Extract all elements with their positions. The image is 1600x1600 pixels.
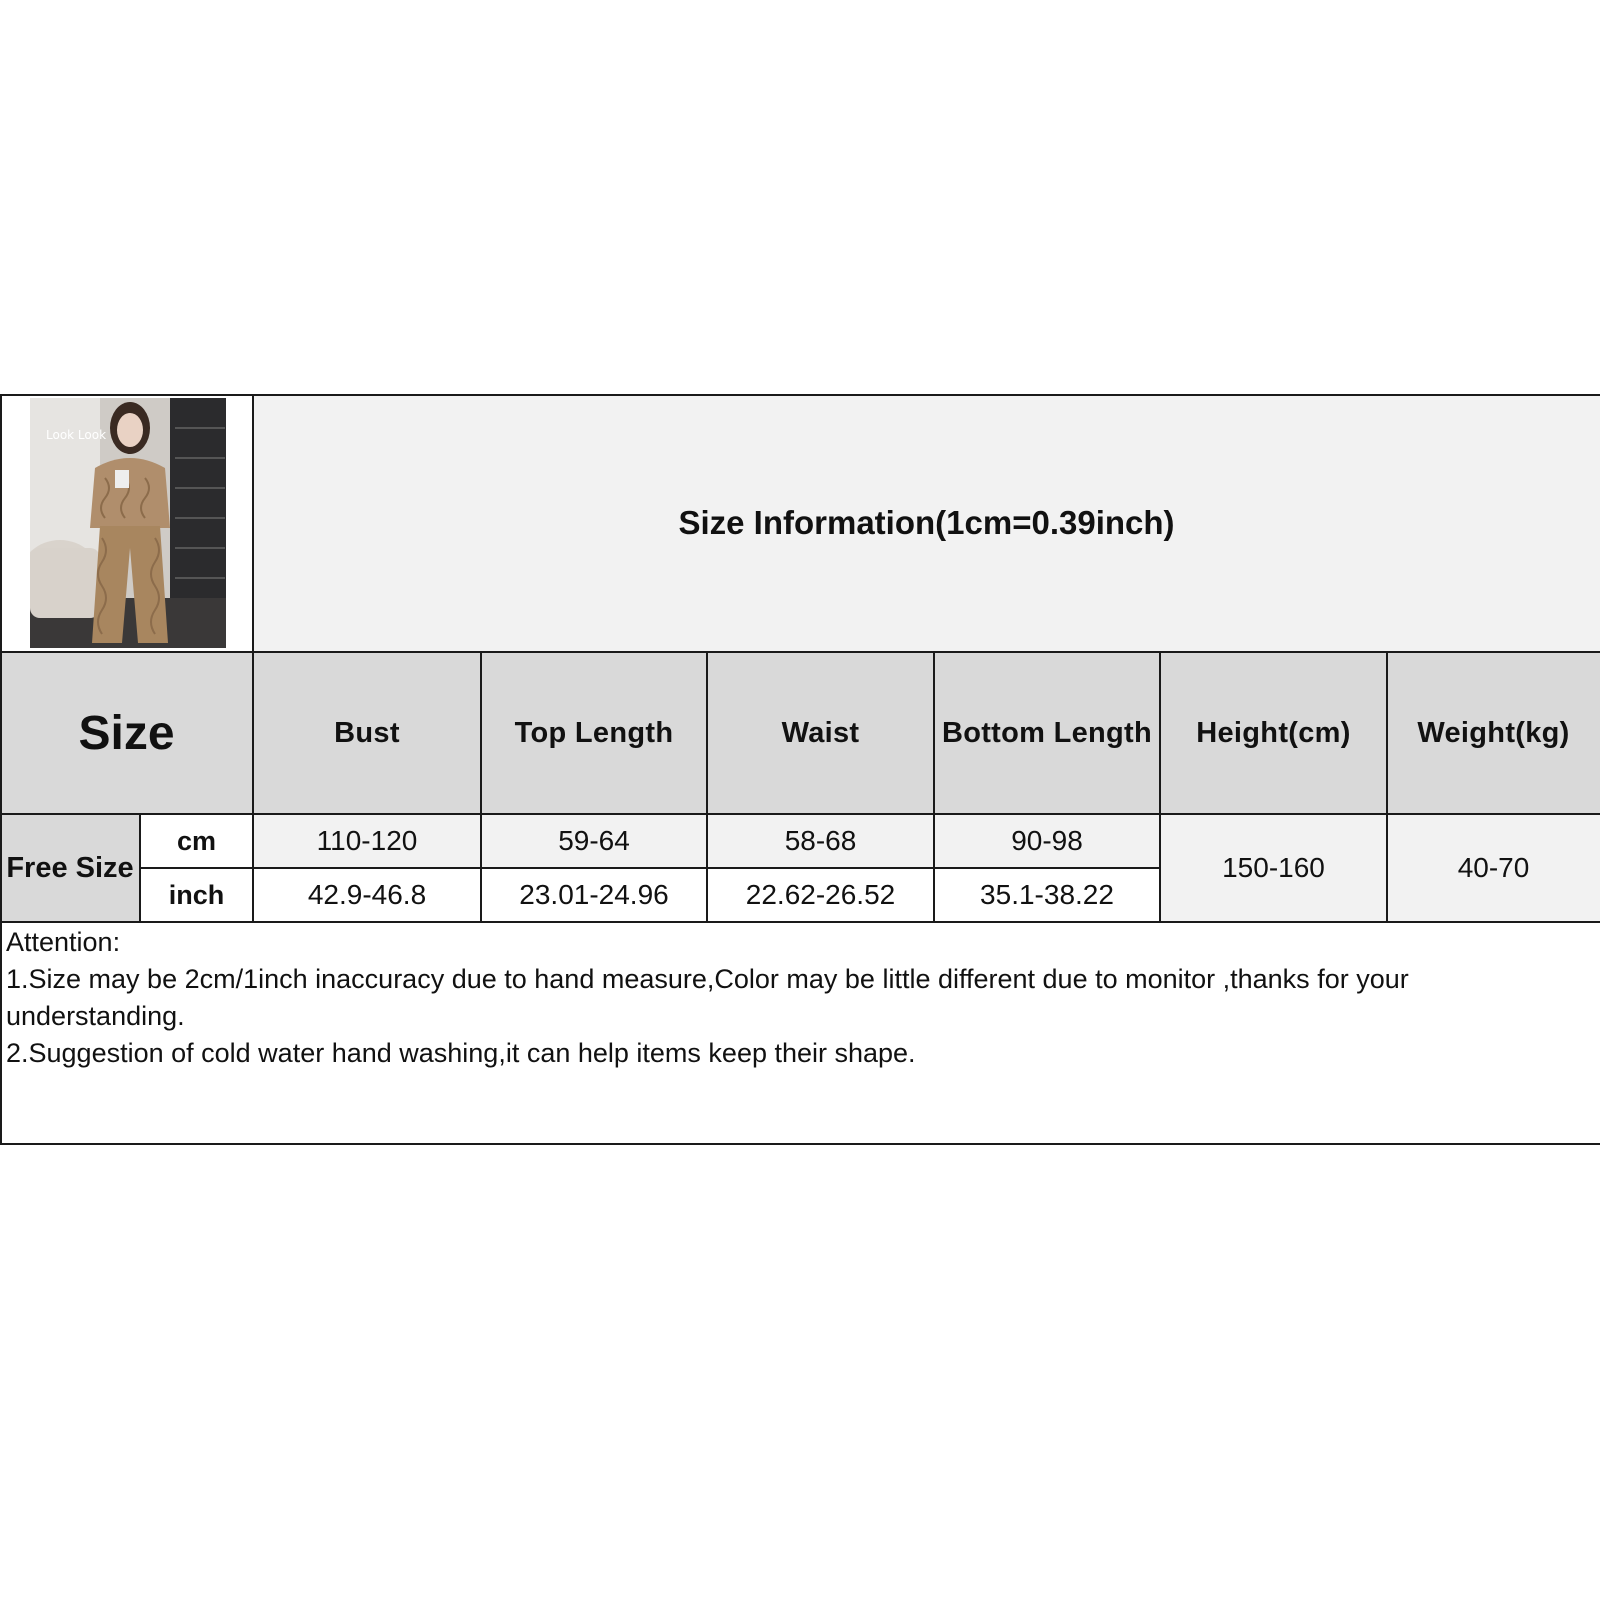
border-col-b (480, 652, 482, 922)
border-row2 (0, 813, 1600, 815)
photo-overlay-text: Look Look (46, 428, 107, 442)
height-value: 150-160 (1222, 852, 1325, 883)
column-header-label: Waist (781, 716, 860, 749)
height-value-cell (1160, 814, 1387, 922)
notes-line-1: 1.Size may be 2cm/1inch inaccuracy due to hand measure,Color may be little different due to monitor ,thanks for your (6, 964, 1409, 994)
table-cell (253, 868, 481, 922)
border-col-a (252, 394, 254, 923)
table-cell (707, 814, 934, 868)
notes-heading: Attention: (6, 927, 121, 957)
unit-inch-cell (140, 868, 253, 922)
cell-value: 90-98 (1011, 825, 1083, 856)
cell-value: 23.01-24.96 (519, 879, 669, 910)
column-header-weight (1387, 652, 1600, 814)
column-header-label: Bottom Length (941, 716, 1153, 749)
attention-notes (6, 924, 1586, 1072)
product-photo (30, 398, 226, 648)
cell-value: 58-68 (784, 825, 857, 856)
cell-value: 22.62-26.52 (745, 879, 896, 910)
table-title-cell (253, 394, 1600, 652)
size-header-cell (0, 652, 253, 814)
unit-cm-cell (140, 814, 253, 868)
free-size-cell (0, 814, 140, 922)
cell-value: 110-120 (316, 825, 418, 856)
unit-inch-label: inch (168, 879, 225, 910)
border-bottom (0, 1143, 1600, 1145)
border-left (0, 394, 2, 1145)
border-col-d (933, 652, 935, 922)
table-cell (481, 868, 707, 922)
notes-line-2: 2.Suggestion of cold water hand washing,it can help items keep their shape. (6, 1038, 916, 1068)
product-image-cell (0, 394, 253, 652)
table-cell (707, 868, 934, 922)
column-header-label: Height(cm) (1196, 716, 1351, 749)
unit-cm-label: cm (176, 825, 217, 856)
weight-value: 40-70 (1457, 852, 1530, 883)
table-cell (253, 814, 481, 868)
weight-value-cell (1387, 814, 1600, 922)
size-chart-sheet (0, 394, 1600, 1146)
column-header-bust (253, 652, 481, 814)
column-header-label: Weight(kg) (1417, 716, 1570, 749)
border-row3 (140, 867, 1160, 869)
cell-value: 59-64 (558, 825, 630, 856)
column-header-waist (707, 652, 934, 814)
column-header-label: Top Length (514, 716, 674, 749)
notes-line-1b: understanding. (6, 1001, 185, 1031)
border-col-c (706, 652, 708, 922)
table-cell (934, 814, 1160, 868)
cell-value: 42.9-46.8 (307, 879, 427, 910)
table-cell (481, 814, 707, 868)
size-header: Size (78, 706, 175, 760)
border-col-f (1386, 652, 1388, 922)
free-size-label: Free Size (6, 851, 134, 884)
border-col-unit (139, 814, 141, 922)
column-header-label: Bust (334, 716, 400, 749)
table-title: Size Information(1cm=0.39inch) (678, 504, 1175, 541)
border-row4 (0, 921, 1600, 923)
table-cell (934, 868, 1160, 922)
column-header-top-length (481, 652, 707, 814)
column-header-height (1160, 652, 1387, 814)
column-header-bottom-length (934, 652, 1160, 814)
border-col-e (1159, 652, 1161, 922)
border-row1 (0, 651, 1600, 653)
border-top (0, 394, 1600, 396)
cell-value: 35.1-38.22 (980, 879, 1114, 910)
